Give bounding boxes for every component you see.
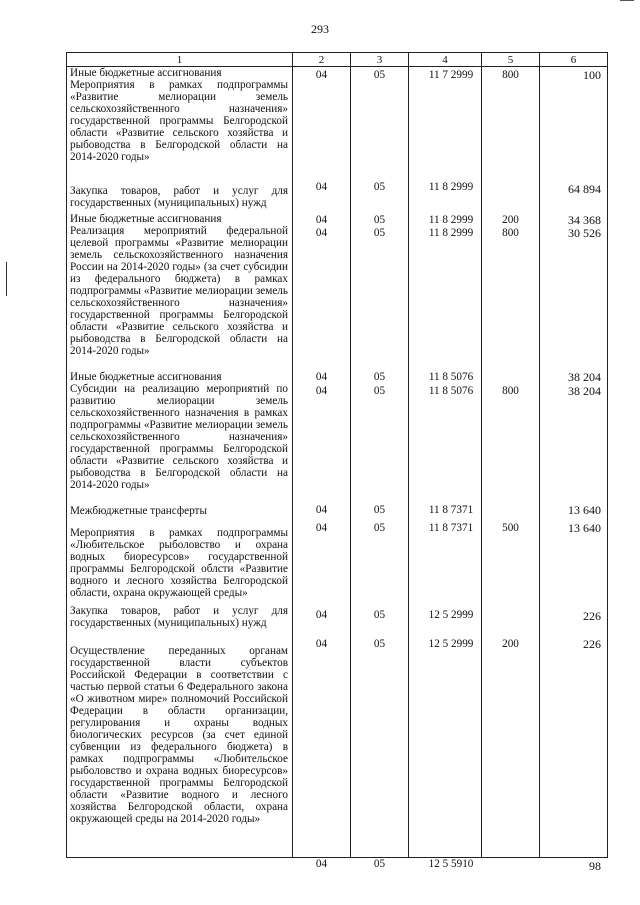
cell-value: 800 xyxy=(502,69,519,81)
table-row xyxy=(70,645,288,857)
cell-value: 11 8 7371 xyxy=(428,504,474,516)
cell-value: 05 xyxy=(373,638,386,650)
table-row xyxy=(70,371,288,383)
header-col-1: 1 xyxy=(67,53,293,67)
cell-value: 38 204 xyxy=(568,384,601,398)
cell-value: 05 xyxy=(373,858,386,870)
cell-value: 04 xyxy=(315,504,328,516)
cell-value: 05 xyxy=(373,181,386,193)
cell-value: 05 xyxy=(373,609,386,621)
cell-value: 12 5 2999 xyxy=(428,609,474,621)
table-row xyxy=(70,225,288,371)
cell-value: 800 xyxy=(502,227,519,239)
row-description: Иные бюджетные ассигнования xyxy=(70,67,222,79)
row-description: Осуществление переданных органам государственной власти субъектов Российской Федерации в соответствии с частью первой статьи 6 Федерального закона «О животном мире» полномочий Российской Федерации в области организации, регулирования и охраны водных биологических ресурсов (за счет единой субвенции из федерального бюджета) в рамках подпрограммы «Любительское рыболовство и охрана водных биоресурсов» государственной программы Белгородской области «Развитие водного и лесного хозяйства Белгородской области, охрана окружающей среды на 2014-2020 годы» xyxy=(70,645,288,825)
cell-value: 13 640 xyxy=(568,503,601,517)
corner-mark xyxy=(620,0,634,1)
cell-value: 04 xyxy=(315,371,328,383)
cell-value: 04 xyxy=(315,227,328,239)
cell-value: 04 xyxy=(315,609,328,621)
row-description: Иные бюджетные ассигнования xyxy=(70,371,222,383)
cell-value: 13 640 xyxy=(568,521,601,535)
cell-value: 04 xyxy=(315,638,328,650)
column-5 xyxy=(482,67,540,858)
cell-value: 11 8 2999 xyxy=(428,227,474,239)
cell-value: 30 526 xyxy=(568,226,601,240)
cell-value: 64 894 xyxy=(568,182,601,196)
cell-value: 500 xyxy=(502,522,519,534)
cell-value: 04 xyxy=(315,214,328,226)
table-row xyxy=(70,605,288,645)
column-6 xyxy=(540,67,608,873)
table-row xyxy=(70,527,288,605)
cell-value: 226 xyxy=(583,637,601,651)
table-row xyxy=(70,505,288,527)
cell-value: 04 xyxy=(315,858,328,870)
cell-value: 800 xyxy=(502,385,519,397)
table-row xyxy=(70,79,288,185)
cell-value: 05 xyxy=(373,69,386,81)
column-2 xyxy=(293,67,351,870)
cell-value: 34 368 xyxy=(568,213,601,227)
header-col-6: 6 xyxy=(540,53,608,67)
cell-value: 04 xyxy=(315,69,328,81)
column-3 xyxy=(351,67,409,870)
row-description: Иные бюджетные ассигнования xyxy=(70,213,222,225)
row-description: Субсидии на реализацию мероприятий по развитию мелиорации земель сельскохозяйственного назначения в рамках подпрограммы «Развитие мелиорации земель сельскохозяйственного назначения» государственной программы Белгородской области «Развитие сельского хозяйства и рыбоводства в Белгородской области на 2014-2020 годы» xyxy=(70,383,288,491)
cell-value: 11 8 2999 xyxy=(428,214,474,226)
cell-value: 04 xyxy=(315,522,328,534)
cell-value: 98 xyxy=(589,859,601,873)
margin-mark xyxy=(6,262,7,296)
column-4 xyxy=(409,67,482,870)
header-col-5: 5 xyxy=(482,53,540,67)
cell-value: 05 xyxy=(373,522,386,534)
cell-value: 38 204 xyxy=(568,370,601,384)
cell-value: 05 xyxy=(373,227,386,239)
cell-value: 226 xyxy=(583,609,601,623)
budget-table xyxy=(66,52,608,873)
header-col-2: 2 xyxy=(293,53,351,67)
cell-value: 11 8 7371 xyxy=(428,522,474,534)
cell-value: 200 xyxy=(502,214,519,226)
cell-value: 11 8 2999 xyxy=(428,181,474,193)
cell-value: 05 xyxy=(373,504,386,516)
cell-value: 200 xyxy=(502,638,519,650)
cell-value: 11 8 5076 xyxy=(428,371,474,383)
cell-value: 12 5 2999 xyxy=(428,638,474,650)
table-row xyxy=(70,67,288,79)
cell-value: 100 xyxy=(583,68,601,82)
row-description: Закупка товаров, работ и услуг для государственных (муниципальных) нужд xyxy=(70,605,288,629)
cell-value: 11 8 5076 xyxy=(428,385,474,397)
cell-value: 04 xyxy=(315,385,328,397)
header-row xyxy=(67,53,608,67)
cell-value: 05 xyxy=(373,371,386,383)
header-col-3: 3 xyxy=(351,53,409,67)
table-row xyxy=(70,383,288,505)
description-column xyxy=(67,67,293,858)
row-description: Закупка товаров, работ и услуг для государственных (муниципальных) нужд xyxy=(70,185,288,209)
row-description: Реализация мероприятий федеральной целевой программы «Развитие мелиорации земель сельскохозяйственного назначения России на 2014-2020 годы» (за счет субсидии из федерального бюджета) в рамках подпрограммы «Развитие мелиорации земель сельскохозяйственного назначения» государственной программы Белгородской области «Развитие сельского хозяйства и рыбоводства в Белгородской области на 2014-2020 годы» xyxy=(70,225,288,357)
table-body xyxy=(67,67,608,858)
row-description: Мероприятия в рамках подпрограммы «Любительское рыболовство и охрана водных биоресурсов» государственной программы Белгородской облсти «Развитие водного и лесного хозяйства Белгородской области, охрана окружающей среды» xyxy=(70,527,288,599)
page-number: 293 xyxy=(311,22,329,36)
header-col-4: 4 xyxy=(409,53,482,67)
cell-value: 11 7 2999 xyxy=(428,69,474,81)
cell-value: 05 xyxy=(373,385,386,397)
cell-value: 05 xyxy=(373,214,386,226)
cell-value: 12 5 5910 xyxy=(428,858,474,870)
table-row xyxy=(70,185,288,213)
row-description: Мероприятия в рамках подпрограммы «Развитие мелиорации земель сельскохозяйственного назначения» государственной программы Белгородской области «Развитие сельского хозяйства и рыбоводства в Белгородской области на 2014-2020 годы» xyxy=(70,79,288,163)
table-row xyxy=(70,213,288,225)
cell-value: 04 xyxy=(315,181,328,193)
row-description: Межбюджетные трансферты xyxy=(70,505,207,517)
